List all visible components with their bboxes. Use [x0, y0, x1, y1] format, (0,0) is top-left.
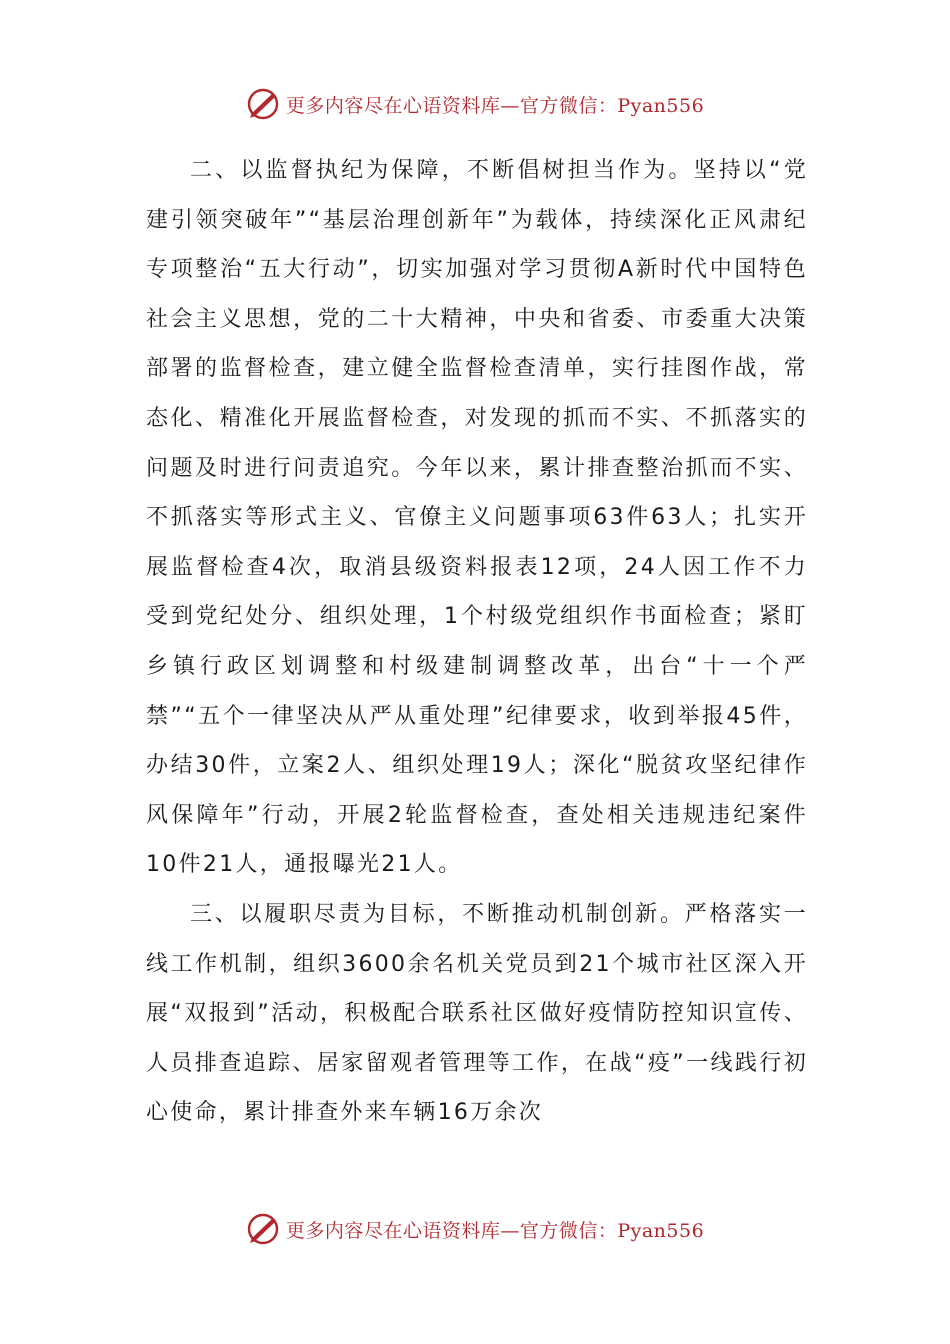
pen-circle-icon — [246, 87, 280, 121]
pen-circle-icon — [246, 1212, 280, 1246]
footer-banner-text: 更多内容尽在心语资料库—官方微信：Pyan556 — [285, 1219, 705, 1242]
header-banner-text: 更多内容尽在心语资料库—官方微信：Pyan556 — [285, 94, 705, 117]
footer-banner — [0, 1209, 950, 1249]
paragraph: 三、以履职尽责为目标，不断推动机制创新。严格落实一线工作机制，组织3600余名机关党员到21个城市社区深入开展“双报到”活动，积极配合联系社区做好疫情防控知识宣传、人员排查追踪、居家留观者管理等工作，在战“疫”一线践行初心使命，累计排查外来车辆16万余次 — [146, 901, 808, 1126]
paragraph: 二、以监督执纪为保障，不断倡树担当作为。坚持以“党建引领突破年”“基层治理创新年”为载体，持续深化正风肃纪专项整治“五大行动”，切实加强对学习贯彻A新时代中国特色社会主义思想，党的二十大精神，中央和省委、市委重大决策部署的监督检查，建立健全监督检查清单，实行挂图作战，常态化、精准化开展监督检查，对发现的抓而不实、不抓落实的问题及时进行问责追究。今年以来，累计排查整治抓而不实、不抓落实等形式主义、官僚主义问题事项63件63人；扎实开展监督检查4次，取消县级资料报表12项，24人因工作不力受到党纪处分、组织处理，1个村级党组织作书面检查；紧盯乡镇行政区划调整和村级建制调整改革，出台“十一个严禁”“五个一律坚决从严从重处理”纪律要求，收到举报45件，办结30件，立案2人、组织处理19人；深化“脱贫攻坚纪律作风保障年”行动，开展2轮监督检查，查处相关违规违纪案件10件21人，通报曝光21人。 — [146, 158, 808, 878]
document-body — [146, 146, 808, 1138]
header-banner — [0, 84, 950, 124]
